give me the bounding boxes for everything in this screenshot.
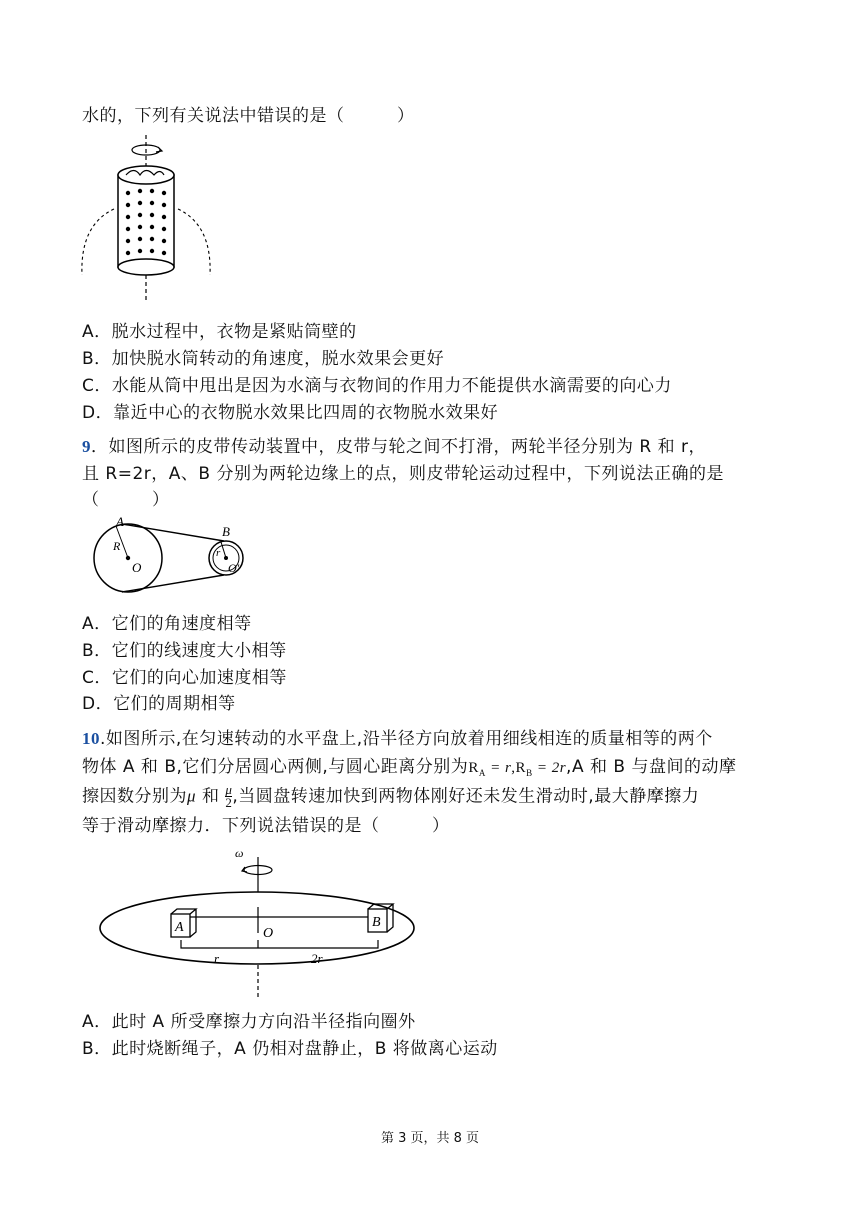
q9-option-c: C．它们的向心加速度相等 (82, 668, 287, 688)
label-o: O (263, 926, 274, 941)
label-omega: ω (235, 846, 244, 860)
q10-option-b: B．此时烧断绳子，A 仍相对盘静止，B 将做离心运动 (82, 1039, 498, 1059)
q9-option-d: D．它们的周期相等 (82, 694, 236, 714)
label-o: O (132, 560, 142, 575)
q9-stem-line2: 且 R=2r，A、B 分别为两轮边缘上的点，则皮带轮运动过程中，下列说法正确的是 (82, 464, 724, 484)
q9-option-b: B．它们的线速度大小相等 (82, 641, 287, 661)
q9-option-a: A．它们的角速度相等 (82, 614, 252, 634)
spin-dryer-figure (78, 135, 218, 300)
label-small-r: r (216, 547, 221, 559)
q8-option-b: B．加快脱水筒转动的角速度，脱水效果会更好 (82, 349, 445, 369)
label-r: r (214, 951, 220, 966)
q10-option-a: A．此时 A 所受摩擦力方向沿半径指向圈外 (82, 1012, 416, 1032)
page-footer: 第 3 页，共 8 页 (380, 1131, 480, 1146)
label-o-prime: O' (228, 561, 240, 575)
q8-stem-tail: 水的，下列有关说法中错误的是（ ） (82, 106, 415, 126)
label-2r: 2r (311, 951, 323, 966)
turntable-figure (96, 845, 418, 1000)
label-big-r: R (113, 539, 121, 553)
label-b: B (222, 524, 230, 539)
label-a: A (175, 920, 184, 935)
q8-option-d: D．靠近中心的衣物脱水效果比四周的衣物脱水效果好 (82, 403, 499, 423)
q8-option-a: A．脱水过程中，衣物是紧贴筒壁的 (82, 322, 357, 342)
belt-drive-figure (90, 514, 260, 600)
q10-stem-line4: 等于滑动摩擦力．下列说法错误的是（ ） (82, 816, 450, 836)
q8-option-c: C．水能从筒中甩出是因为水滴与衣物间的作用力不能提供水滴需要的向心力 (82, 376, 672, 396)
label-a: A (116, 514, 124, 529)
label-b: B (372, 915, 381, 930)
q9-stem-line3: （ ） (82, 490, 170, 510)
q10-stem-line2: 物体 A 和 B,它们分居圆心两侧,与圆心距离分别为$R_A = r,R_B = 2r,A$ 和 B 与盘间的动摩 (82, 757, 737, 778)
q10-stem-line1: 10.如图所示,在匀速转动的水平盘上,沿半径方向放着用细线相连的质量相等的两个 (82, 729, 713, 749)
q9-stem-line1: 9．如图所示的皮带传动装置中，皮带与轮之间不打滑，两轮半径分别为 R 和 r， (82, 437, 707, 457)
q10-stem-line3: 擦因数分别为μ 和 $\frac{\mu}{2}$ ,当圆盘转速加快到两物体刚好还未发生滑动时,最大静摩擦力 (82, 782, 700, 810)
